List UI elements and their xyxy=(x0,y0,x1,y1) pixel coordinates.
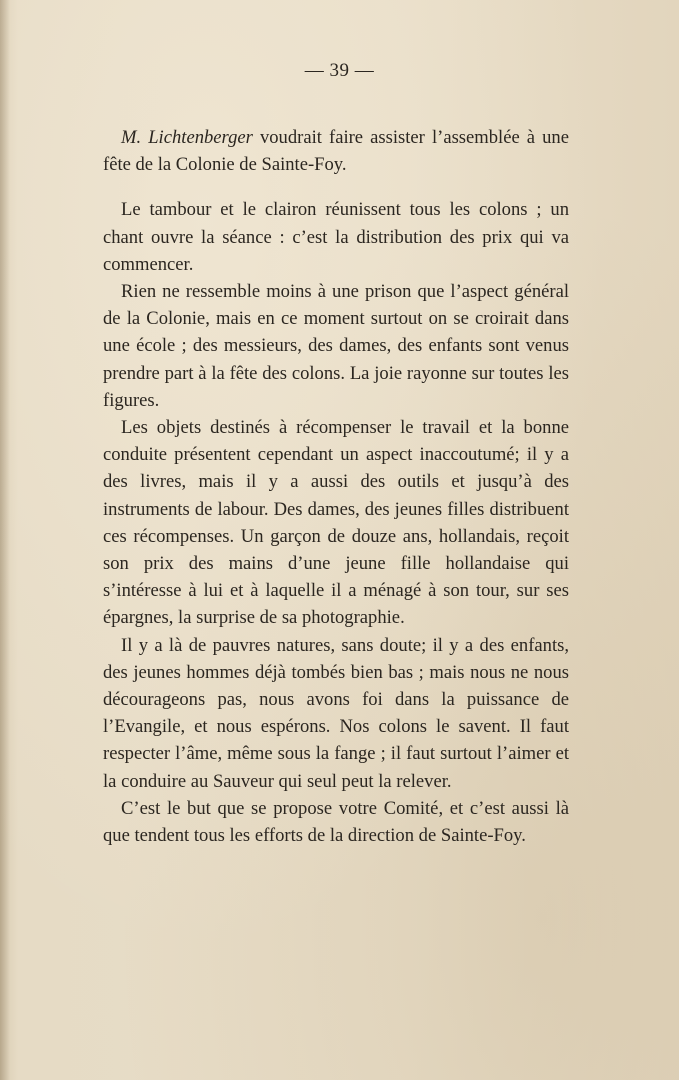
page-number: — 39 — xyxy=(304,60,375,81)
paragraph-2: Le tambour et le clairon réunissent tous les colons ; un chant ouvre la séance : c’est la distribution des prix qui va commencer. xyxy=(103,199,569,275)
page-gutter-shadow xyxy=(0,0,10,1080)
paragraph-4: Les objets destinés à récompenser le travail et la bonne conduite présentent cependant un aspect inaccoutumé; il y a des livres, mais il y a aussi des outils et jusqu’à des instruments de labour. Des dames, des jeunes filles distribuent ces récompenses. Un garçon de douze ans, hollandais, reçoit son prix des mains d’une jeune fille hollandaise qui s’intéresse à lui et à laquelle il a ménagé à son tour, sur ses épargnes, la surprise de sa photographie. xyxy=(103,417,569,629)
paragraph-5: Il y a là de pauvres natures, sans doute; il y a des enfants, des jeunes hommes déjà tombés bien bas ; mais nous ne nous décourageons pas, nous avons foi dans la puissance de l’Evangile, et nous espérons. Nos colons le savent. Il faut respecter l’âme, même sous la fange ; il faut surtout l’aimer et la conduire au Sauveur qui seul peut la relever. xyxy=(103,634,569,792)
speaker-name: M. Lichtenberger xyxy=(121,127,253,148)
paragraph-1-text: voudrait faire assister l’assemblée à une fête de la Colonie de Sainte-Foy. xyxy=(103,127,569,176)
paragraph-3: Rien ne ressemble moins à une prison que l’aspect général de la Colonie, mais en ce moment surtout on se croirait dans une école ; des messieurs, des dames, des enfants sont venus prendre part à la fête des colons. La joie rayonne sur toutes les figures. xyxy=(103,281,569,411)
paragraph-6: C’est le but que se propose votre Comité, et c’est aussi là que tendent tous les efforts de la direction de Sainte-Foy. xyxy=(103,797,569,847)
body-text xyxy=(103,124,569,849)
paragraph-1 xyxy=(103,124,569,178)
